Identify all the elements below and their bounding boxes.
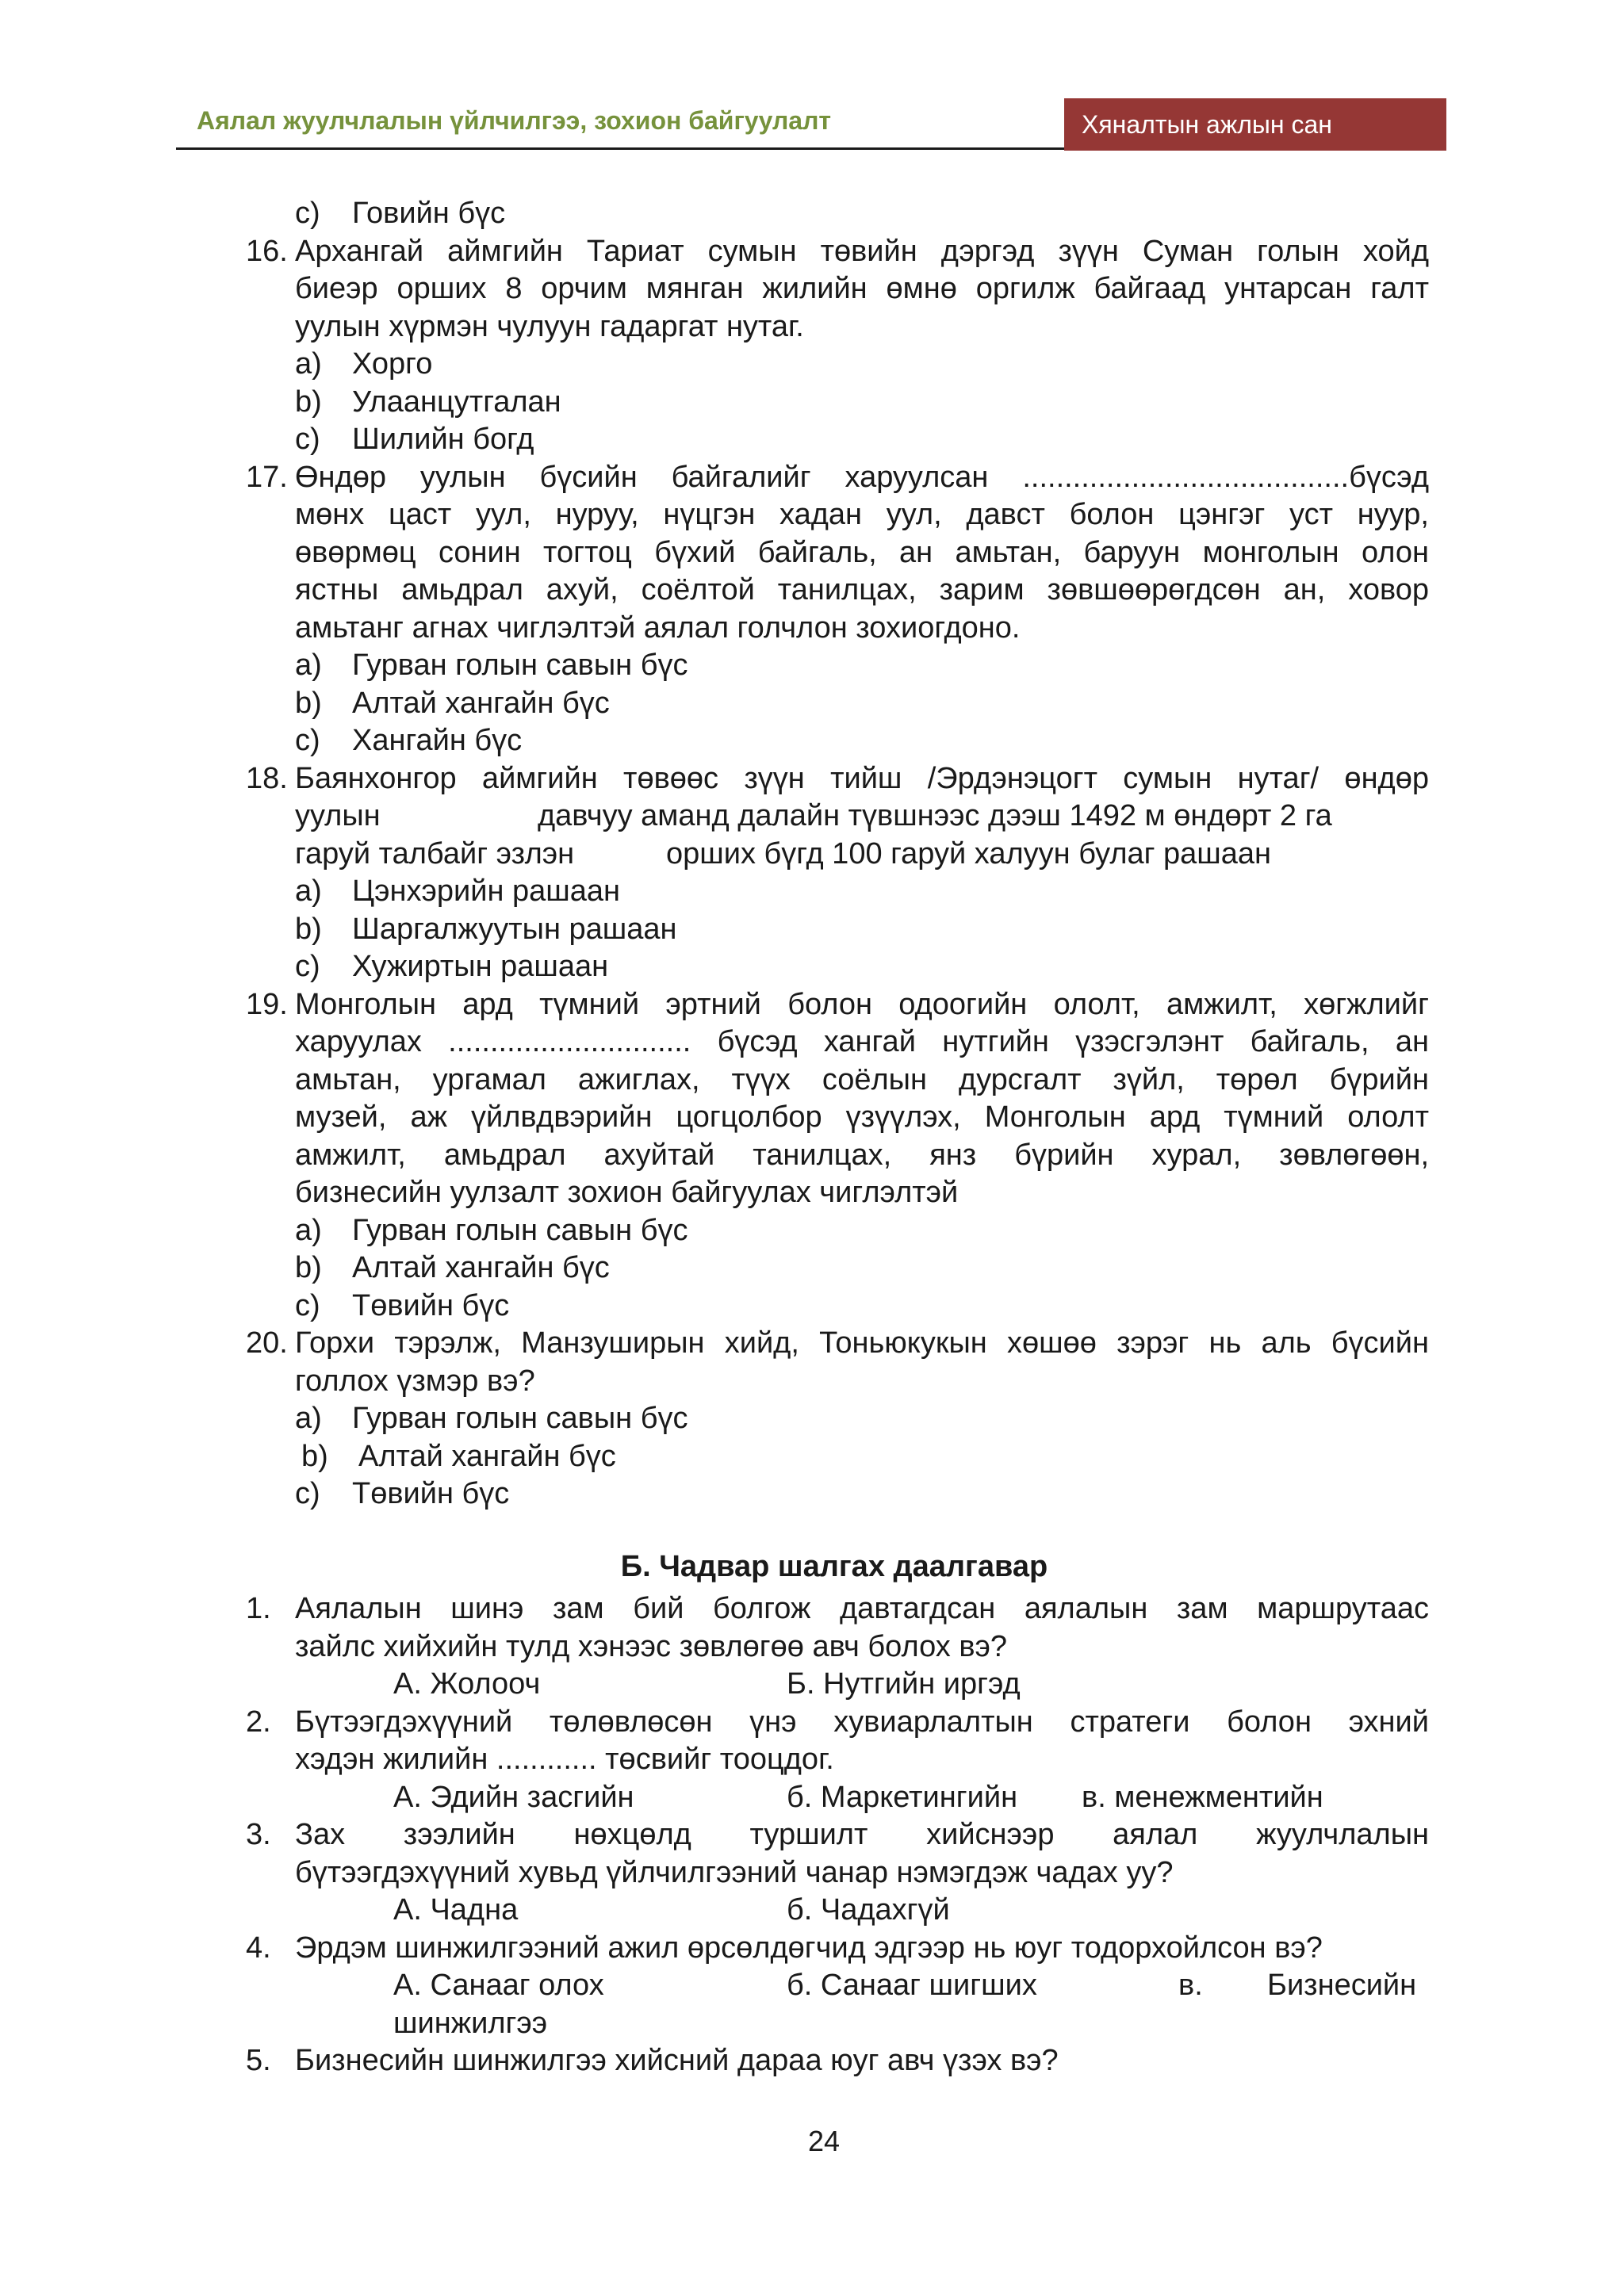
question-text-fragment: давчуу аманд далайн түвшнээс дээш 1492 м өндөрт 2 га	[538, 799, 1332, 832]
option-text: Гурван голын савын бүс	[352, 1402, 688, 1435]
question-text-line: мөнх цаст уул, нуруу, нүцгэн хадан уул, давст болон цэнгэг уст нуур,	[295, 498, 1429, 531]
option-letter: a)	[295, 649, 322, 682]
answer-option: в.	[1178, 1969, 1203, 2002]
task-text-line: бүтээгдэхүүний хувьд үйлчилгээний чанар нэмэгдэж чадах уу?	[295, 1855, 1174, 1889]
question-text-line: амьтанг агнах чиглэлтэй аялал голчлон зохиогдоно.	[295, 610, 1021, 645]
option-text: Гурван голын савын бүс	[352, 649, 688, 682]
task-text-line: Бүтээгдэхүүний төлөвлөсөн үнэ хувиарлалтын стратеги болон эхний	[295, 1705, 1429, 1739]
answer-row	[0, 1779, 1624, 1817]
option-line	[0, 346, 1624, 384]
option-letter: b)	[295, 385, 322, 419]
option-letter: b)	[295, 686, 322, 720]
section-b-title: Б. Чадвар шалгах даалгавар	[620, 1549, 1048, 1583]
option-line	[0, 384, 1624, 422]
option-line	[0, 647, 1624, 685]
question-number: 19.	[246, 987, 288, 1021]
question-text-fragment: гаруй талбайг эзлэн	[295, 836, 575, 871]
question-text-line: ястны амьдрал ахуй, соёлтой танилцах, зарим зөвшөөрөгдсөн ан, ховор	[295, 573, 1429, 607]
option-text: Төвийн бүс	[352, 1288, 510, 1322]
task-number: 4.	[246, 1931, 271, 1965]
header-rule	[176, 147, 1064, 150]
option-text: Алтай хангайн бүс	[352, 686, 610, 720]
question-text-line: өвөрмөц сонин тогтоц бүхий байгаль, ан амьтан, баруун монголын олон	[295, 535, 1429, 569]
option-line	[0, 911, 1624, 949]
task-text-line: Эрдэм шинжилгээний ажил өрсөлдөгчид эдгээр нь юуг тодорхойлсон вэ?	[295, 1931, 1323, 1965]
answer-row	[0, 1892, 1624, 1930]
answer-option: б. Санааг шигших	[787, 1969, 1037, 2002]
question-text-line: Архангай аймгийн Тариат сумын төвийн дэргэд зүүн Суман голын хойд	[295, 234, 1429, 268]
header-section-label: Хяналтын ажлын сан	[1064, 98, 1446, 151]
option-text: Гурван голын савын бүс	[352, 1213, 688, 1247]
option-text: Алтай хангайн бүс	[358, 1439, 616, 1473]
option-text: Хорго	[352, 347, 433, 381]
option-text: Алтай хангайн бүс	[352, 1251, 610, 1284]
question-text-line: Горхи тэрэлж, Манзуширын хийд, Тоньюкукын хөшөө зэрэг нь аль бүсийн	[295, 1326, 1429, 1360]
option-letter: c)	[295, 724, 320, 757]
question-text-fragment: орших бүгд 100 гаруй халуун булаг рашаан	[666, 836, 1272, 871]
answer-option: Б. Нутгийн иргэд	[787, 1667, 1021, 1701]
option-letter: c)	[295, 197, 320, 230]
answer-option: в. менежментийн	[1082, 1780, 1323, 1814]
task-text-line: Бизнесийн шинжилгээ хийсний дараа юуг авч үзэх вэ?	[295, 2044, 1059, 2077]
option-text: Хужиртын рашаан	[352, 950, 609, 983]
option-line	[0, 195, 1624, 233]
question-text-line: амьтан, ургамал ажиглах, түүх соёлын дурсгалт зүйл, төрөл бүрийн	[295, 1062, 1429, 1096]
question-number: 18.	[246, 761, 288, 795]
option-letter: b)	[295, 1251, 322, 1284]
task-4	[0, 1930, 1624, 1968]
option-line	[0, 722, 1624, 760]
question-number: 17.	[246, 460, 288, 494]
question-text-line: Монголын ард түмний эртний болон одоогийн ололт, амжилт, хөгжлийг	[295, 987, 1429, 1021]
question-number: 16.	[246, 234, 288, 268]
answer-option-continuation: шинжилгээ	[393, 2006, 548, 2040]
option-text: Цэнхэрийн рашаан	[352, 874, 621, 908]
option-line	[0, 1475, 1624, 1513]
task-1	[0, 1590, 1624, 1628]
question-text-line: биеэр орших 8 орчим мянган жилийн өмнө оргилж байгаад унтарсан галт	[295, 272, 1429, 305]
answer-option: А. Санааг олох	[393, 1969, 604, 2002]
option-letter: b)	[295, 912, 322, 946]
answer-row	[0, 1967, 1624, 2005]
option-line	[0, 1249, 1624, 1288]
page-number: 24	[807, 2125, 841, 2157]
option-line	[0, 1400, 1624, 1438]
option-text: Хангайн бүс	[352, 724, 523, 757]
task-number: 3.	[246, 1818, 271, 1851]
option-text: Шилийн богд	[352, 423, 534, 456]
task-3	[0, 1816, 1624, 1854]
option-text: Говийн бүс	[352, 197, 506, 230]
question-text-line: бизнесийн уулзалт зохион байгуулах чиглэлтэй	[295, 1176, 959, 1209]
option-letter: c)	[295, 950, 320, 983]
option-letter: c)	[295, 1477, 320, 1510]
question-16	[0, 233, 1624, 271]
question-text-line: уулын хүрмэн чулуун гадаргат нутаг.	[295, 309, 804, 343]
question-text-line: Өндөр уулын бүсийн байгалийг харуулсан .......................................бүсэд	[295, 460, 1429, 494]
task-text-line: Зах зээлийн нөхцөлд туршилт хийснээр аялал жуулчлалын	[295, 1818, 1429, 1851]
task-text-line: Аялалын шинэ зам бий болгож давтагдсан аялалын зам маршрутаас	[295, 1592, 1429, 1625]
option-text: Төвийн бүс	[352, 1477, 510, 1510]
answer-option: А. Жолооч	[393, 1667, 541, 1701]
option-line	[0, 685, 1624, 723]
task-number: 1.	[246, 1592, 271, 1625]
question-text-line: амжилт, амьдрал ахуйтай танилцах, янз бүрийн хурал, зөвлөгөөн,	[295, 1138, 1429, 1172]
question-text-fragment: уулын	[295, 799, 381, 832]
header-book-title: Аялал жуулчлалын үйлчилгээ, зохион байгуулалт	[197, 106, 832, 135]
option-letter: a)	[295, 874, 322, 908]
option-line	[0, 421, 1624, 459]
answer-option: б. Маркетингийн	[787, 1780, 1018, 1814]
task-5	[0, 2042, 1624, 2080]
task-number: 5.	[246, 2044, 271, 2077]
page-content	[0, 195, 1624, 2080]
option-line	[0, 1438, 1624, 1476]
option-letter: a)	[295, 347, 322, 381]
option-letter: a)	[295, 1213, 322, 1247]
option-letter: c)	[295, 1288, 320, 1322]
answer-option: А. Эдийн засгийн	[393, 1780, 634, 1814]
question-text-line: голлох үзмэр вэ?	[295, 1364, 535, 1398]
option-line	[0, 873, 1624, 911]
question-19	[0, 986, 1624, 1024]
task-2	[0, 1704, 1624, 1742]
question-number: 20.	[246, 1326, 288, 1360]
answer-option: А. Чадна	[393, 1893, 519, 1927]
option-text: Шаргалжуутын рашаан	[352, 912, 677, 946]
option-letter: c)	[295, 423, 320, 456]
answer-option: б. Чадахгүй	[787, 1893, 950, 1927]
question-20	[0, 1325, 1624, 1363]
question-17	[0, 459, 1624, 497]
question-text-line: музей, аж үйлвдвэрийн цогцолбор үзүүлэх, Монголын ард түмний ололт	[295, 1100, 1429, 1134]
question-text-line: Баянхонгор аймгийн төвөөс зүүн тийш /Эрдэнэцогт сумын нутаг/ өндөр	[295, 761, 1429, 795]
option-line	[0, 1212, 1624, 1250]
task-text-line: хэдэн жилийн ............ төсвийг тооцдог.	[295, 1743, 834, 1776]
answer-row	[0, 1666, 1624, 1704]
option-line	[0, 948, 1624, 986]
option-line	[0, 1288, 1624, 1326]
task-number: 2.	[246, 1705, 271, 1739]
answer-option: Бизнесийн	[1267, 1969, 1417, 2002]
task-text-line: зайлс хийхийн тулд хэнээс зөвлөгөө авч болох вэ?	[295, 1629, 1008, 1663]
question-text-line: харуулах ............................. бүсэд хангай нутгийн үзэсгэлэнт байгаль, ан	[295, 1025, 1429, 1058]
question-18	[0, 760, 1624, 798]
option-text: Улаанцутгалан	[352, 385, 561, 419]
option-letter: a)	[295, 1402, 322, 1435]
option-letter: b)	[301, 1439, 328, 1473]
